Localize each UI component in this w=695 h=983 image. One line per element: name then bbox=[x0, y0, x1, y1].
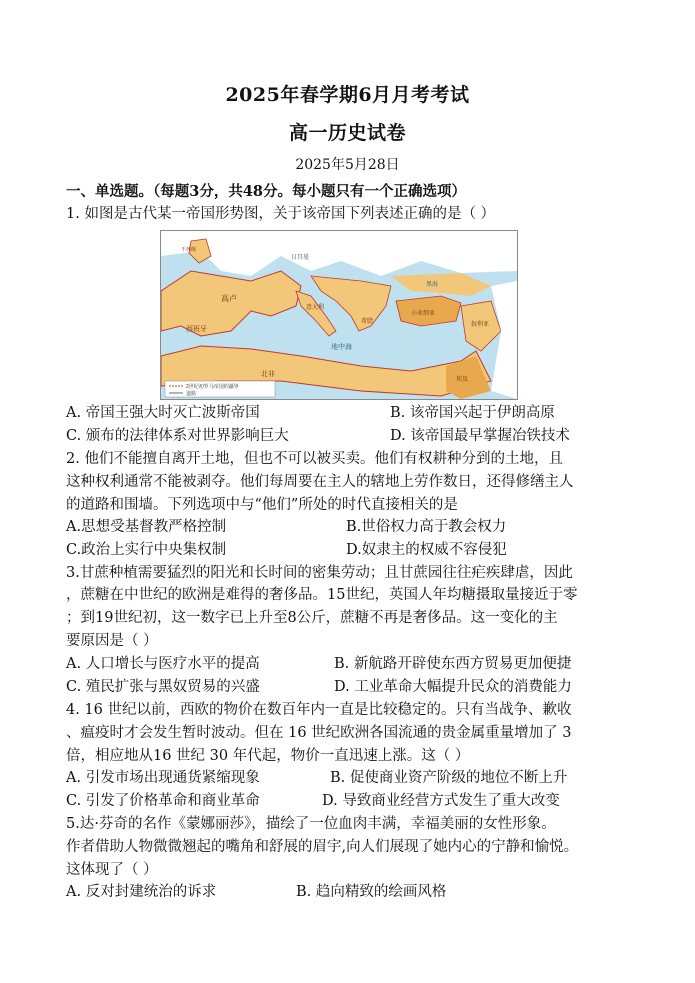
question-1-option-c[interactable]: C. 颁布的法律体系对世界影响巨大 bbox=[66, 428, 289, 444]
map-label-italy: 意大利 bbox=[306, 304, 325, 311]
map-label-black-sea: 黑海 bbox=[426, 281, 439, 288]
question-3-option-c[interactable]: C. 殖民扩张与黑奴贸易的兴盛 bbox=[66, 679, 260, 695]
question-4-stem-line-2: 、瘟疫时才会发生暂时波动。但在 16 世纪欧洲各国流通的贵金属重量增加了 3 bbox=[66, 725, 572, 741]
question-2-option-b[interactable]: B.世俗权力高于教会权力 bbox=[346, 519, 507, 535]
question-4-option-d[interactable]: D. 导致商业经营方式发生了重大改变 bbox=[322, 793, 560, 809]
map-label-egypt: 埃及 bbox=[456, 376, 469, 383]
question-2-option-c[interactable]: C.政治上实行中央集权制 bbox=[66, 542, 227, 558]
question-3-stem-line-4: 要原因是（ ） bbox=[66, 633, 158, 649]
exam-subtitle: 高一历史试卷 bbox=[288, 122, 406, 144]
map-label-asia-minor: 小亚细亚 bbox=[411, 310, 436, 317]
map-label-syria: 叙利亚 bbox=[471, 321, 490, 328]
map-label-gaul: 高卢 bbox=[221, 294, 237, 303]
question-2-stem-line-2: 这种权利通常不能被剥夺。他们每周要在主人的辖地上劳作数日，还得修缮主人 bbox=[66, 474, 574, 490]
question-2-option-a[interactable]: A.思想受基督教严格控制 bbox=[66, 519, 227, 535]
question-4-option-c[interactable]: C. 引发了价格革命和商业革命 bbox=[66, 793, 260, 809]
question-5-option-b[interactable]: B. 趋向精致的绘画风格 bbox=[296, 884, 447, 900]
question-3-option-a[interactable]: A. 人口增长与医疗水平的提高 bbox=[66, 656, 260, 672]
question-3-stem-line-3: ；到19世纪初，这一数字已上升至8公斤，蔗糖不再是奢侈品。这一变化的主 bbox=[66, 610, 558, 626]
question-5-option-a[interactable]: A. 反对封建统治的诉求 bbox=[66, 884, 217, 900]
map-label-germania: 日耳曼 bbox=[291, 254, 310, 261]
question-5-stem-line-1: 5.达·芬奇的名作《蒙娜丽莎》，描绘了一位血肉丰满，幸福美丽的女性形象。 bbox=[66, 816, 556, 832]
roman-empire-map bbox=[160, 230, 518, 400]
question-4-option-b[interactable]: B. 促使商业资产阶级的地位不断上升 bbox=[330, 770, 568, 786]
question-1-option-d[interactable]: D. 该帝国最早掌握冶铁技术 bbox=[390, 428, 570, 444]
map-label-spain: 西班牙 bbox=[186, 325, 207, 333]
exam-title: 2025年春学期6月月考考试 bbox=[225, 84, 470, 106]
map-legend-road: 道路 bbox=[186, 391, 197, 397]
question-3-option-d[interactable]: D. 工业革命大幅提升民众的消费能力 bbox=[334, 679, 572, 695]
map-label-greece: 希腊 bbox=[361, 318, 374, 325]
map-figure bbox=[161, 231, 517, 399]
question-5-stem-line-3: 这体现了（ ） bbox=[66, 862, 158, 878]
question-1-option-b[interactable]: B. 该帝国兴起于伊朗高原 bbox=[390, 405, 555, 421]
question-3-option-b[interactable]: B. 新航路开辟使东西方贸易更加便捷 bbox=[334, 656, 572, 672]
map-label-mediterranean: 地中海 bbox=[331, 343, 352, 351]
question-4-option-a[interactable]: A. 引发市场出现通货紧缩现象 bbox=[66, 770, 260, 786]
exam-date: 2025年5月28日 bbox=[295, 157, 400, 173]
question-2-stem-line-3: 的道路和围墙。下列选项中与“他们”所处的时代直接相关的是 bbox=[66, 497, 458, 513]
question-3-stem-line-1: 3.甘蔗种植需要猛烈的阳光和长时间的密集劳动；且甘蔗园往往疟疾肆虐，因此 bbox=[66, 565, 573, 581]
question-4-stem-line-1: 4. 16 世纪以前，西欧的物价在数百年内一直是比较稳定的。只有当战争、歉收 bbox=[66, 702, 572, 718]
question-3-stem-line-2: ，蔗糖在中世纪的欧洲是难得的奢侈品。15世纪，英国人年均糖摄取量接近于零 bbox=[66, 587, 578, 603]
question-1-option-a[interactable]: A. 帝国王强大时灭亡波斯帝国 bbox=[66, 405, 260, 421]
question-5-stem-line-2: 作者借助人物微微翘起的嘴角和舒展的眉宇,向人们展现了她内心的宁静和愉悦。 bbox=[66, 839, 579, 855]
question-4-stem-line-3: 倍，相应地从16 世纪 30 年代起，物价一直迅速上涨。这（ ） bbox=[66, 748, 470, 764]
question-2-option-d[interactable]: D.奴隶主的权威不容侵犯 bbox=[346, 542, 507, 558]
question-2-stem-line-1: 2. 他们不能擅自离开土地，但也不可以被买卖。他们有权耕种分到的土地，且 bbox=[66, 451, 563, 467]
map-label-britain: 不列颠 bbox=[181, 247, 197, 253]
map-label-north-africa: 北非 bbox=[261, 370, 275, 378]
map-legend-border: 2世纪初罗马帝国的疆界 bbox=[186, 384, 239, 390]
question-1-stem: 1. 如图是古代某一帝国形势图，关于该帝国下列表述正确的是（ ） bbox=[66, 206, 496, 222]
section-heading: 一、单选题。（每题3分，共48分。每小题只有一个正确选项） bbox=[66, 183, 467, 200]
